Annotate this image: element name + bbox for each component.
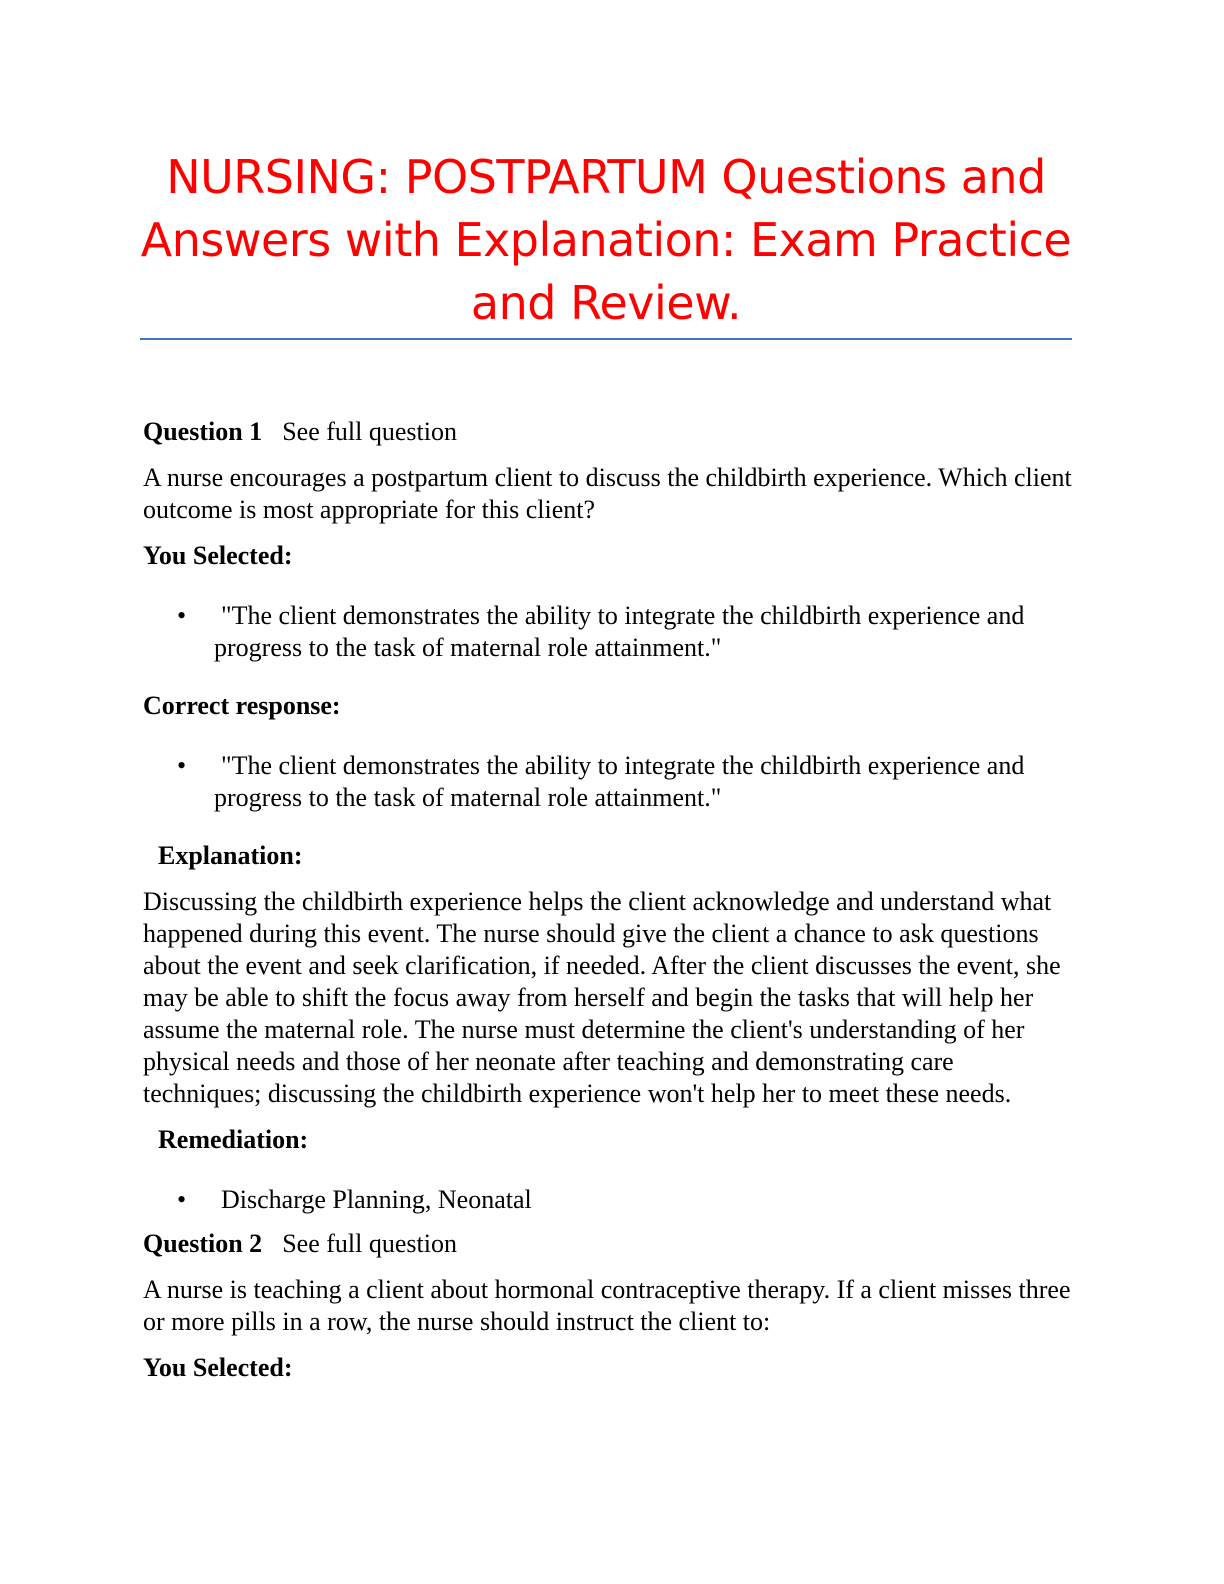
correct-answer: "The client demonstrates the ability to integrate the childbirth experience and progress to the task of maternal role attainment." xyxy=(214,751,1025,812)
selected-answer: "The client demonstrates the ability to integrate the childbirth experience and progress to the task of maternal role attainment." xyxy=(214,601,1025,662)
you-selected-label: You Selected: xyxy=(143,541,293,570)
question-number: Question 1 xyxy=(143,417,263,446)
correct-response-label: Correct response: xyxy=(143,691,341,720)
question-block xyxy=(143,416,1073,1216)
correct-answer-list xyxy=(143,750,1073,814)
list-item xyxy=(143,750,1073,814)
question-header xyxy=(143,1228,1073,1260)
explanation-label: Explanation: xyxy=(158,841,303,870)
question-block xyxy=(143,1228,1073,1384)
title-divider xyxy=(140,338,1072,340)
remediation-label: Remediation: xyxy=(158,1125,309,1154)
bullet-icon: • xyxy=(177,601,187,630)
list-item xyxy=(143,1184,1073,1216)
see-full-question-link[interactable]: See full question xyxy=(282,417,457,446)
question-header xyxy=(143,416,1073,448)
selected-answer-list xyxy=(143,600,1073,664)
remediation-topic: Discharge Planning, Neonatal xyxy=(221,1185,532,1214)
bullet-icon: • xyxy=(177,751,187,780)
see-full-question-link[interactable]: See full question xyxy=(282,1229,457,1258)
question-number: Question 2 xyxy=(143,1229,263,1258)
document-body xyxy=(143,416,1073,1398)
explanation-text: Discussing the childbirth experience helps the client acknowledge and understand what happened during this event. The nurse should give the client a chance to ask questions about the event and seek clarification, if needed. After the client discusses the event, she may be able to shift the focus away from herself and begin the tasks that will help her assume the maternal role. The nurse must determine the client's understanding of her physical needs and those of her neonate after teaching and demonstrating care techniques; discussing the childbirth experience won't help her to meet these needs. xyxy=(143,887,1061,1108)
document-title: NURSING: POSTPARTUM Questions and Answers with Explanation: Exam Practice and Review. xyxy=(140,150,1072,330)
list-item xyxy=(143,600,1073,664)
you-selected-label: You Selected: xyxy=(143,1353,293,1382)
question-text: A nurse encourages a postpartum client to discuss the childbirth experience. Which client outcome is most appropriate for this client? xyxy=(143,463,1072,524)
question-text: A nurse is teaching a client about hormonal contraceptive therapy. If a client misses three or more pills in a row, the nurse should instruct the client to: xyxy=(143,1275,1071,1336)
bullet-icon: • xyxy=(177,1185,187,1214)
remediation-list xyxy=(143,1184,1073,1216)
